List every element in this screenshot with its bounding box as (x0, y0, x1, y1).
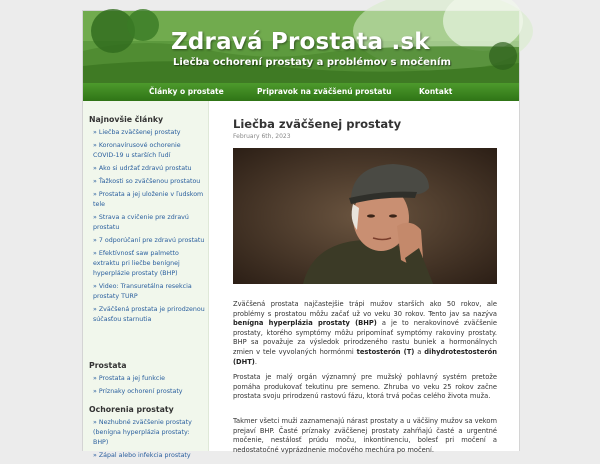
sidebar-latest-list (93, 128, 205, 328)
site-tagline: Liečba ochorení prostaty a problémov s močením (173, 57, 451, 68)
post-text: Zväčšená prostata najčastejšie trápi mužov starších ako 50 rokov, ale problémy s prostatou môžu začať už vo veku 30 rokov. Tento jav sa nazýva (233, 300, 497, 318)
page-container (82, 10, 520, 459)
sidebar-link[interactable]: » Nezhubné zväčšenie prostaty (benígna hyperplázia prostaty: BHP) (93, 418, 205, 448)
sidebar-link[interactable]: » Koronavírusové ochorenie COVID-19 u starších ľudí (93, 141, 205, 161)
post-photo-elderly-man (233, 148, 497, 284)
sidebar-heading-diseases: Ochorenia prostaty (89, 405, 174, 414)
sidebar-link[interactable]: » Zápal alebo infekcia prostaty (93, 451, 205, 461)
sidebar-link[interactable]: » Strava a cvičenie pre zdravú prostatu (93, 213, 205, 233)
sidebar-link[interactable]: » Ťažkosti so zväčšenou prostatou (93, 177, 205, 187)
sidebar (83, 101, 209, 459)
sidebar-link[interactable]: » Príznaky ochorení prostaty (93, 387, 205, 397)
sidebar-link[interactable]: » Prostata a jej funkcie (93, 374, 205, 384)
site-title[interactable]: Zdravá Prostata .sk (171, 29, 430, 55)
sidebar-heading-latest: Najnovšie články (89, 115, 164, 124)
sidebar-link[interactable]: » Efektívnosť saw palmetto extraktu pri liečbe benígnej hyperplázie prostaty (BHP) (93, 249, 205, 279)
sidebar-diseases-list (93, 418, 205, 464)
post-text: a (414, 347, 425, 356)
sidebar-link[interactable]: » Ako si udržať zdravú prostatu (93, 164, 205, 174)
site-header (83, 11, 519, 83)
post-title[interactable]: Liečba zväčšenej prostaty (233, 117, 402, 131)
sidebar-link[interactable]: » Zväčšená prostata je prirodzenou súčasťou starnutia (93, 305, 205, 325)
post-text-bold: dihydrotestosterón (DHT) (233, 347, 498, 366)
post-text: . (254, 357, 257, 366)
post-paragraph-3: Takmer všetci muži zaznamenajú nárast prostaty a u väčšiny mužov sa vekom prejaví BHP. Časté príznaky zväčšenej prostaty zahŕňajú časté a urgentné močenie, nestálosť prúdu moču, inkontinenciu, bolesť pri močení a nedostatočné vyprázdnenie močového mechúra po močení. (233, 417, 497, 454)
sidebar-link[interactable]: » Liečba zväčšenej prostaty (93, 128, 205, 138)
post-text-bold: testosterón (T) (356, 347, 415, 356)
nav-item-articles[interactable]: Články o prostate (149, 87, 224, 96)
sidebar-heading-prostata: Prostata (89, 361, 127, 370)
post-paragraph-2: Prostata je malý orgán významný pre mužský pohlavný systém pretože pomáha produkovať tekutinu pre semeno. Zhruba vo veku 25 rokov začne prostata svoju prirodzenú rastovú fázu, ktorá trvá počas celého života muža. (233, 373, 497, 401)
sidebar-link[interactable]: » Prostata a jej uloženie v ľudskom tele (93, 190, 205, 210)
post-text-bold: benígna hyperplázia prostaty (BHP) (233, 319, 377, 328)
nav-item-contact[interactable]: Kontakt (419, 87, 453, 96)
post-date: February 6th, 2023 (233, 133, 291, 140)
sidebar-link[interactable]: » Video: Transuretálna resekcia prostaty TURP (93, 282, 205, 302)
sidebar-prostata-list (93, 374, 205, 400)
sidebar-link[interactable]: » 7 odporúčaní pre zdravú prostatu (93, 236, 205, 246)
post-paragraph-1 (233, 300, 497, 367)
main-content (221, 101, 511, 454)
main-navigation (83, 83, 519, 101)
post-text: a je to nerakovinové zväčšenie prostaty, ktorého symptómy môžu pripomínať symptómy rakoviny prostaty. BHP sa považuje za výsledok prirodzeného rastu buniek a hormonálnych zmien v tele vyvolaných hormónmi (233, 319, 497, 356)
nav-item-product[interactable]: Pripravok na zväčšenú prostatu (257, 87, 392, 96)
